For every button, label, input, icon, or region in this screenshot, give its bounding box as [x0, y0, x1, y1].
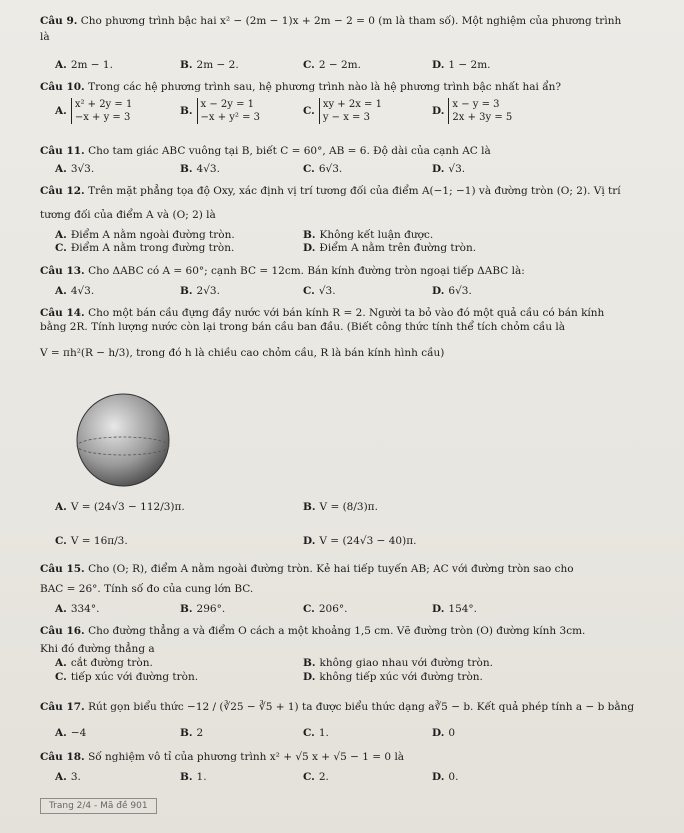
q11-option-d: D. √3. [432, 163, 466, 175]
question-12-label: Câu 12. [40, 185, 85, 197]
q10-option-c: C.xy + 2x = 1 y − x = 3 [303, 99, 382, 123]
hemisphere-illustration [63, 390, 183, 490]
q16-option-a: A. cắt đường tròn. [55, 657, 153, 669]
q14-option-a: A. V = (24√3 − 112/3)π. [55, 501, 185, 513]
question-11-text: Cho tam giác ABC vuông tại B, biết C = 60°, AB = 6. Độ dài của cạnh AC là [88, 145, 491, 157]
question-9-text: Cho phương trình bậc hai x² − (2m − 1)x + 2m − 2 = 0 (m là tham số). Một nghiệm của phương trình [80, 15, 622, 27]
q12-option-a: A. Điểm A nằm ngoài đường tròn. [55, 229, 235, 241]
question-10-label: Câu 10. [40, 81, 85, 93]
question-17-text: Rút gọn biểu thức −12 / (∛25 − ∛5 + 1) ta được biểu thức dạng a∛5 − b. Kết quả phép tính a − b bằng [88, 701, 635, 713]
question-16 [40, 624, 670, 638]
q15-option-d: D. 154°. [432, 603, 478, 615]
q11-option-c: C. 6√3. [303, 163, 343, 175]
question-9 [40, 14, 670, 28]
page-footer: Trang 2/4 - Mã đề 901 [40, 798, 157, 814]
question-15-label: Câu 15. [40, 563, 85, 575]
q13-option-c: C. √3. [303, 285, 336, 297]
q18-option-b: B. 1. [180, 771, 207, 783]
q13-option-d: D. 6√3. [432, 285, 472, 297]
q10-option-d: D.x − y = 3 2x + 3y = 5 [432, 99, 513, 123]
q12-option-b: B. Không kết luận được. [303, 229, 434, 241]
sphere-figure [63, 390, 183, 490]
question-15-text: Cho (O; R), điểm A nằm ngoài đường tròn. Kẻ hai tiếp tuyến AB; AC với đường tròn sao cho [88, 563, 574, 575]
q16-option-b: B. không giao nhau với đường tròn. [303, 657, 493, 669]
question-14 [40, 306, 670, 320]
q12-option-c: C. Điểm A nằm trong đường tròn. [55, 242, 235, 254]
question-13 [40, 264, 670, 278]
q16-option-c: C. tiếp xúc với đường tròn. [55, 671, 199, 683]
question-18-label: Câu 18. [40, 751, 85, 763]
q17-option-a: A. −4 [55, 727, 87, 739]
question-16-cont: Khi đó đường thẳng a [40, 643, 155, 655]
question-16-text: Cho đường thẳng a và điểm O cách a một khoảng 1,5 cm. Vẽ đường tròn (O) đường kính 3cm. [88, 625, 586, 637]
q9-option-a: A. 2m − 1. [55, 59, 113, 71]
question-14-cont: bằng 2R. Tính lượng nước còn lại trong bán cầu ban đầu. (Biết công thức tính thể tích chỏm cầu là [40, 321, 566, 333]
question-15 [40, 562, 670, 576]
question-13-text: Cho ΔABC có A = 60°; cạnh BC = 12cm. Bán kính đường tròn ngoại tiếp ΔABC là: [88, 265, 525, 277]
question-18-text: Số nghiệm vô tỉ của phương trình x² + √5 x + √5 − 1 = 0 là [88, 751, 405, 763]
q10-option-b: B.x − 2y = 1 −x + y² = 3 [180, 99, 261, 123]
question-12 [40, 184, 670, 198]
q11-option-b: B. 4√3. [180, 163, 220, 175]
question-14-text: Cho một bán cầu đựng đầy nước với bán kính R = 2. Người ta bỏ vào đó một quả cầu có bán kính [88, 307, 605, 319]
q15-option-c: C. 206°. [303, 603, 348, 615]
question-11 [40, 144, 670, 158]
question-11-label: Câu 11. [40, 145, 85, 157]
q14-option-b: B. V = (8/3)π. [303, 501, 378, 513]
q15-option-b: B. 296°. [180, 603, 226, 615]
question-9-label: Câu 9. [40, 15, 78, 27]
question-16-label: Câu 16. [40, 625, 85, 637]
q9-option-c: C. 2 − 2m. [303, 59, 361, 71]
q13-option-b: B. 2√3. [180, 285, 220, 297]
q9-option-d: D. 1 − 2m. [432, 59, 491, 71]
question-10-text: Trong các hệ phương trình sau, hệ phương trình nào là hệ phương trình bậc nhất hai ẩn? [88, 81, 562, 93]
question-14-label: Câu 14. [40, 307, 85, 319]
sphere-body [77, 394, 169, 486]
question-15-cont: BAC = 26°. Tính số đo của cung lớn BC. [40, 583, 254, 595]
q18-option-d: D. 0. [432, 771, 459, 783]
q18-option-a: A. 3. [55, 771, 81, 783]
question-12-cont: tương đối của điểm A và (O; 2) là [40, 209, 216, 221]
q12-option-d: D. Điểm A nằm trên đường tròn. [303, 242, 477, 254]
q14-option-d: D. V = (24√3 − 40)π. [303, 535, 417, 547]
question-10 [40, 80, 670, 94]
q17-option-d: D. 0 [432, 727, 456, 739]
question-12-text: Trên mặt phẳng tọa độ Oxy, xác định vị trí tương đối của điểm A(−1; −1) và đường tròn (O; 2). Vị trí [88, 185, 621, 197]
q18-option-c: C. 2. [303, 771, 329, 783]
question-17 [40, 700, 670, 714]
question-17-label: Câu 17. [40, 701, 85, 713]
q9-option-b: B. 2m − 2. [180, 59, 239, 71]
q13-option-a: A. 4√3. [55, 285, 95, 297]
question-18 [40, 750, 670, 764]
question-9-cont: là [40, 31, 50, 43]
q15-option-a: A. 334°. [55, 603, 100, 615]
q10-option-a: A.x² + 2y = 1 −x + y = 3 [55, 99, 133, 123]
q14-option-c: C. V = 16π/3. [55, 535, 128, 547]
q17-option-b: B. 2 [180, 727, 204, 739]
q17-option-c: C. 1. [303, 727, 329, 739]
q16-option-d: D. không tiếp xúc với đường tròn. [303, 671, 483, 683]
question-14-formula: V = πh²(R − h/3), trong đó h là chiều cao chỏm cầu, R là bán kính hình cầu) [40, 347, 445, 359]
q11-option-a: A. 3√3. [55, 163, 95, 175]
question-13-label: Câu 13. [40, 265, 85, 277]
